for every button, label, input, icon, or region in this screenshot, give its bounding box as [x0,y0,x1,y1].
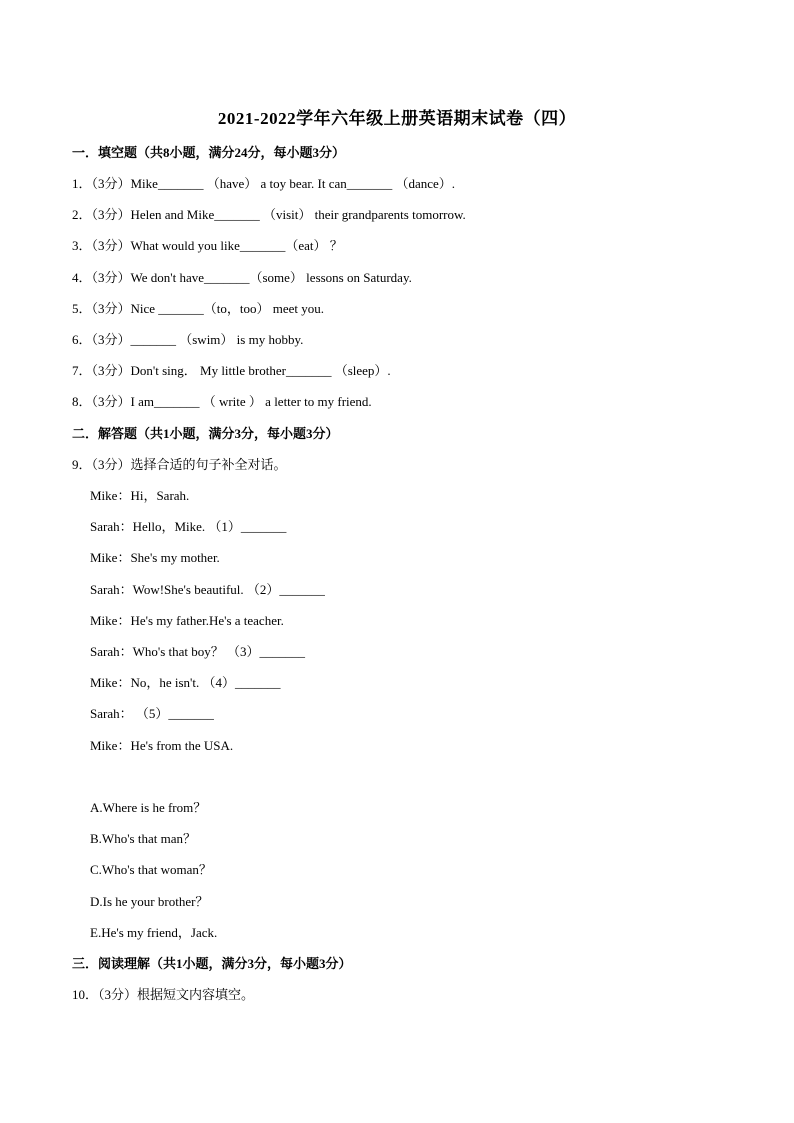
dialogue-line: Sarah：Wow!She's beautiful. （2）_______ [90,582,325,597]
dialogue-line: Sarah：Who's that boy？ （3）_______ [90,644,306,659]
option-a: A.Where is he from？ [90,800,207,815]
option-d: D.Is he your brother？ [90,894,209,909]
section-3-heading: 三．阅读理解（共1小题，满分3分，每小题3分） [72,956,352,971]
dialogue-line: Mike：He's from the USA. [90,738,234,753]
question-3: 3．（3分）What would you like_______（eat） ？ [72,238,343,253]
question-9: 9．（3分）选择合适的句子补全对话。 [72,457,287,472]
question-5: 5．（3分）Nice _______（to，too） meet you. [72,301,325,316]
section-1-heading: 一．填空题（共8小题，满分24分，每小题3分） [72,145,346,160]
question-7: 7．（3分）Don't sing． My little brother_______ （sleep）. [72,363,391,378]
option-e: E.He's my friend，Jack. [90,925,218,940]
question-6: 6．（3分）_______ （swim） is my hobby. [72,332,304,347]
section-2-heading: 二．解答题（共1小题，满分3分，每小题3分） [72,426,339,441]
question-8: 8．（3分）I am_______ （ write ） a letter to my friend. [72,394,372,409]
dialogue-line: Mike：No，he isn't. （4）_______ [90,675,281,690]
option-b: B.Who's that man？ [90,831,196,846]
question-4: 4．（3分）We don't have_______（some） lessons on Saturday. [72,270,412,285]
question-10: 10．（3分）根据短文内容填空。 [72,987,255,1002]
exam-title: 2021-2022学年六年级上册英语期末试卷（四） [217,109,577,128]
question-1: 1．（3分）Mike_______ （have） a toy bear. It can_______ （dance）. [72,176,456,191]
dialogue-line: Mike：He's my father.He's a teacher. [90,613,284,628]
dialogue-line: Sarah： （5）_______ [90,706,214,721]
dialogue-line: Mike：Hi，Sarah. [90,488,190,503]
option-c: C.Who's that woman？ [90,862,212,877]
dialogue-line: Mike：She's my mother. [90,550,220,565]
question-2: 2．（3分）Helen and Mike_______ （visit） their grandparents tomorrow. [72,207,466,222]
dialogue-line: Sarah：Hello，Mike. （1）_______ [90,519,287,534]
